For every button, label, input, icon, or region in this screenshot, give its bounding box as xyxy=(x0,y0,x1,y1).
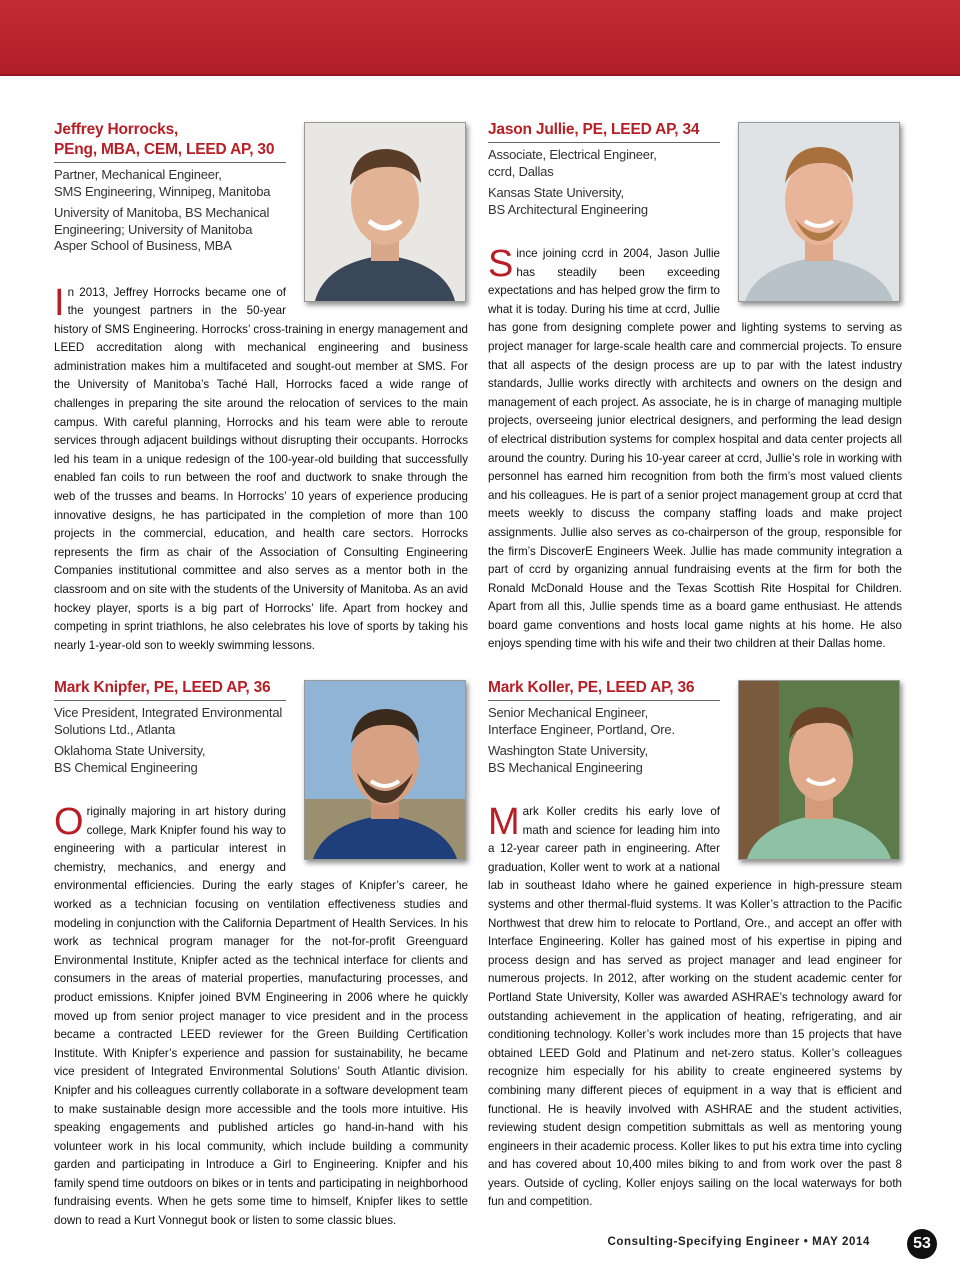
profile-bio: Originally majoring in art history during college, Mark Knipfer found his way to engineering with a particular interest in chemistry, mechanics, and energy and environmental efficiencies. During the early stages of Knipfer’s career, he worked as a technician focusing on ventilation effectiveness studies and modeling in conjunction with the California Department of Health Services. In his work as technical program manager for the not-for-profit Greenguard Environmental Institute, Knipfer acted as the technical interface for clients and consumers in the areas of material properties, manufacturing processes, and product emissions. Knipfer joined BVM Engineering in 2006 where he quickly moved up from senior project manager to vice president and in the process became a contracted LEED reviewer for the Green Building Certification Institute. With Knipfer’s experience and passion for sustainability, he became vice president of Integrated Environmental Solutions’ South Atlantic division. Knipfer and his colleagues currently collaborate in a software development team to make sustainable design more accessible and the tools more intuitive. His speaking engagements and published articles go hand-in-hand with his volunteer work in his local community, which include building a community garden and participating in Introduce a Girl to Engineering. Knipfer and his family spend time outdoors on bikes or in tents and participating in neighborhood fundraising events. When he gets some time to himself, Knipfer likes to settle down to read a Kurt Vonnegut book or listen to some classic blues. xyxy=(54,801,468,1228)
portrait-image xyxy=(305,123,465,301)
profile-name: Mark Knipfer, PE, LEED AP, 36 xyxy=(54,678,286,701)
profile-title: Vice President, Integrated Environmental Solutions Ltd., Atlanta xyxy=(54,705,283,737)
profile-name: Mark Koller, PE, LEED AP, 36 xyxy=(488,678,720,701)
profile-name: Jason Jullie, PE, LEED AP, 34 xyxy=(488,120,720,143)
profile-education: Washington State University, BS Mechanical Engineering xyxy=(488,743,648,775)
headshot-photo xyxy=(738,122,900,302)
profile-bio: In 2013, Jeffrey Horrocks became one of the youngest partners in the 50-year history of SMS Engineering. Horrocks’ cross-training in energy management and LEED accreditation along with mechanical engineering and business administration makes him a multifaceted and sought-out member at SMS. For the University of Manitoba’s Taché Hall, Horrocks faced a wide range of challenges in preparing the site around the relocation of services to the main campus. With careful planning, Horrocks and his team were able to reroute services through adjacent buildings without disrupting their occupants. Horrocks led his team in a unique redesign of the 100-year-old building that successfully enabled fan coils to run between the roof and ductwork to snake through the web of the trusses and beams. In Horrocks’ 10 years of experience producing innovative designs, he has participated in the completion of more than 100 projects in the commercial, education, and health care sectors. Horrocks represents the firm as chair of the Association of Consulting Engineering Companies institutional committee and also serves as a mentor both in the classroom and on site with the students of the University of Manitoba. As an avid hockey player, sports is a big part of Horrocks’ life. Apart from hockey and competing in sprint triathlons, he also celebrates his love of sports by taking his nearly 1-year-old son to weekly swimming lessons. xyxy=(54,281,468,652)
profile-jeffrey-horrocks xyxy=(54,120,468,655)
profile-education: Oklahoma State University, BS Chemical Engineering xyxy=(54,743,206,775)
portrait-image xyxy=(739,123,899,301)
profile-jason-jullie xyxy=(488,120,902,654)
portrait-image xyxy=(305,681,465,859)
header-banner xyxy=(0,0,960,76)
profile-title: Associate, Electrical Engineer, ccrd, Dallas xyxy=(488,147,657,179)
portrait-image xyxy=(739,681,899,859)
drop-cap: M xyxy=(488,801,520,843)
profile-education: University of Manitoba, BS Mechanical Engineering; University of Manitoba Asper School of Business, MBA xyxy=(54,205,270,253)
profile-education: Kansas State University, BS Architectural Engineering xyxy=(488,185,648,217)
profile-title: Senior Mechanical Engineer, Interface Engineer, Portland, Ore. xyxy=(488,705,675,737)
page-number-badge: 53 xyxy=(907,1229,937,1259)
profile-mark-koller xyxy=(488,678,902,1212)
headshot-photo xyxy=(738,680,900,860)
drop-cap: S xyxy=(488,243,514,285)
headshot-photo xyxy=(304,122,466,302)
profile-bio: Mark Koller credits his early love of math and science for leading him into a 12-year career path in engineering. After graduation, Koller went to work at a national lab in southeast Idaho where he gained experience in high-pressure steam systems and other thermal-fluid systems. It was Koller’s attraction to the Pacific Northwest that drew him to relocate to Portland, Ore., and accept an offer with Interface Engineering. Koller has gained most of his expertise in piping and process design and has served as project manager and lead engineer for numerous projects. In 2012, after working on the student academic center for Portland State University, Koller was awarded ASHRAE’s technology award for outstanding achievement in the application of heating, refrigerating, and air conditioning technology. Koller’s work includes more than 15 projects that have obtained LEED Gold and Platinum and net-zero status. Koller’s colleagues recognize him especially for his ability to create engineered systems by combining many different pieces of equipment in a way that is efficient and functional. He is heavily involved with ASHRAE and the student activities, reviewing student design competition submittals as well as mentoring young engineers in their academic process. Koller likes to put his extra time into cycling and has covered about 10,400 miles biking to and from work over the past 8 years. Outside of cycling, Koller enjoys sailing on the local waterways for both fun and competition. xyxy=(488,801,902,1209)
publication-footer: Consulting-Specifying Engineer • MAY 2014 xyxy=(607,1236,870,1248)
profile-name: Jeffrey Horrocks, PEng, MBA, CEM, LEED AP, 30 xyxy=(54,120,286,163)
profile-bio: Since joining ccrd in 2004, Jason Jullie has steadily been exceeding expectations and has helped grow the firm to what it is today. During his time at ccrd, Jullie has gone from designing complete power and lighting systems to serving as project manager for large-scale health care and commercial projects. To ensure that all aspects of the design process are up to par with the latest industry standards, Jullie works directly with architects and owners on the design and management of each project. As associate, he is in charge of managing multiple projects, overseeing junior electrical designers, and performing the lead design of electrical distribution systems for complex hospital and data center projects all around the country. During his 10-year career at ccrd, Jullie’s role in working with personnel has earned him recognition from both the firm’s most valued clients and his colleagues. He is part of a senior project management group at ccrd that meets weekly to discuss the company staffing loads and make project assignments. Jullie also serves as co-chairperson of the group, responsible for the firm’s DiscoverE Engineers Week. Jullie has made community integration a part of ccrd by organizing annual fundraising events at the firm for both the Ronald McDonald House and the Texas Scottish Rite Hospital for Children. Apart from all this, Jullie spends time as a board game enthusiast. He attends board game conventions and hosts local game nights at his home. He also enjoys spending time with his wife and their two children at their Dallas home. xyxy=(488,243,902,651)
drop-cap: O xyxy=(54,801,84,843)
headshot-photo xyxy=(304,680,466,860)
drop-cap: I xyxy=(54,281,65,324)
profile-title: Partner, Mechanical Engineer, SMS Engineering, Winnipeg, Manitoba xyxy=(54,167,271,199)
profile-mark-knipfer xyxy=(54,678,468,1231)
